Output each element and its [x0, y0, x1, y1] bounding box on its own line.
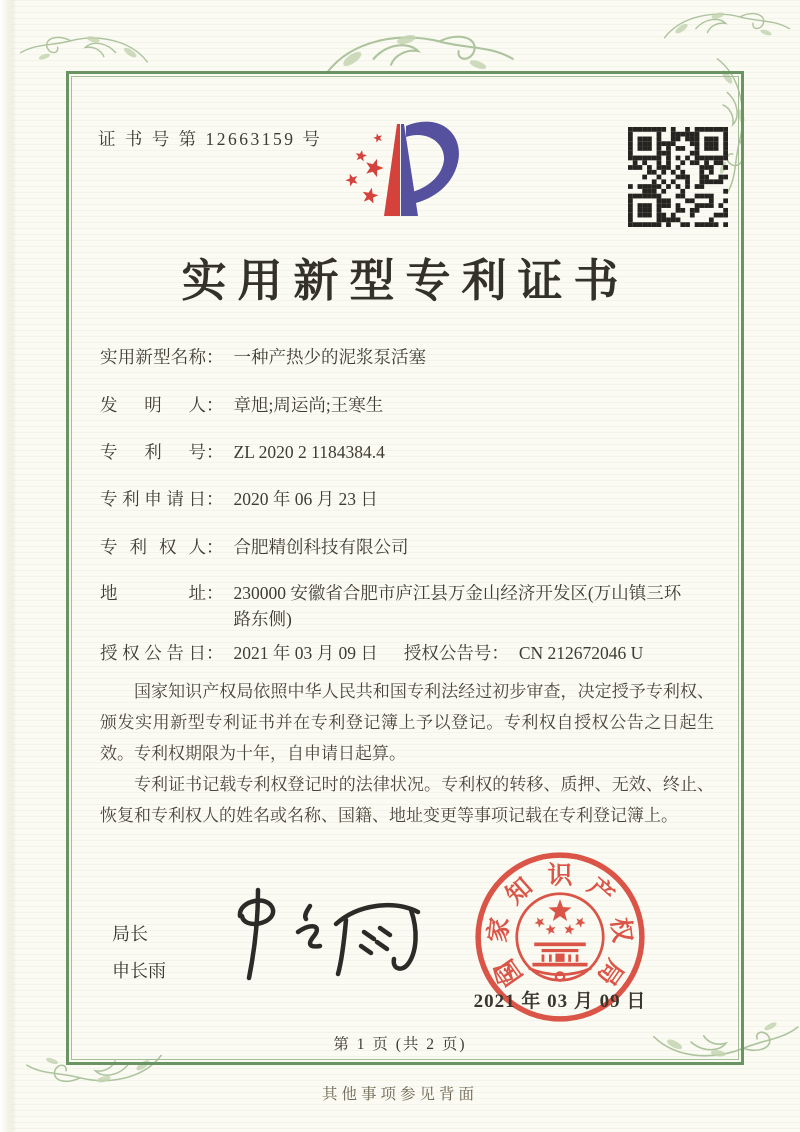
- svg-text:局: 局: [591, 953, 629, 990]
- svg-text:产: 产: [582, 873, 619, 910]
- back-side-note: 其他事项参见背面: [321, 1086, 478, 1103]
- field-value: 章旭;周运尚;王寒生: [233, 395, 384, 415]
- foliage-ornament-icon: [662, 4, 792, 48]
- legal-paragraph: 国家知识产权局依照中华人民共和国专利法经过初步审查，决定授予专利权、颁发实用新型专利证书并在专利登记簿上予以登记。专利权自授权公告之日起生效。专利权期限为十年，自申请日起算。: [100, 682, 714, 763]
- signer-block: [112, 916, 166, 990]
- field-label: 专利号: [100, 442, 206, 462]
- field-row-inventors: [100, 392, 383, 418]
- page-number: 第 1 页 (共 2 页): [333, 1036, 467, 1053]
- scan-paper-edge: [0, 0, 16, 1132]
- field-label: 发明人: [100, 395, 206, 415]
- svg-text:家: 家: [484, 916, 515, 944]
- signer-name: 申长雨: [112, 961, 166, 981]
- field-label: 实用新型名称: [100, 347, 206, 367]
- field-row-grant: [100, 640, 643, 666]
- colon: ：: [206, 442, 224, 462]
- field-value: ZL 2020 2 1184384.4: [233, 442, 385, 462]
- colon: ：: [206, 583, 224, 603]
- field-label: 专利申请日: [100, 489, 206, 509]
- svg-text:识: 识: [547, 862, 573, 890]
- field-row-patentee: [100, 534, 409, 560]
- foliage-ornament-icon: [18, 28, 150, 72]
- field-row-filing-date: [100, 486, 378, 512]
- qr-code: [628, 127, 728, 227]
- legal-text-block: [100, 676, 714, 831]
- field-row-patent-number: [100, 439, 385, 465]
- field-label: 授权公告号: [403, 643, 492, 663]
- director-signature-icon: [218, 886, 433, 981]
- field-value: 2021 年 03 月 09 日: [233, 643, 378, 663]
- colon: ：: [206, 643, 224, 663]
- field-value: CN 212672046 U: [518, 643, 644, 663]
- signer-title: 局长: [112, 924, 148, 944]
- field-value: 合肥精创科技有限公司: [233, 537, 409, 557]
- colon: ：: [206, 489, 224, 509]
- field-label: 授权公告日: [100, 643, 206, 663]
- certificate-number: 证 书 号 第 12663159 号: [98, 129, 323, 149]
- svg-text:国: 国: [491, 953, 529, 990]
- legal-paragraph: 专利证书记载专利权登记时的法律状况。专利权的转移、质押、无效、终止、恢复和专利权人的姓名或名称、国籍、地址变更等事项记载在专利登记簿上。: [100, 775, 714, 825]
- seal-arc-text: [484, 862, 637, 991]
- colon: ：: [206, 537, 224, 557]
- svg-text:知: 知: [501, 873, 538, 910]
- svg-text:权: 权: [605, 916, 636, 944]
- field-value: 2020 年 06 月 23 日: [233, 489, 378, 509]
- field-label: 地址: [100, 583, 206, 603]
- grant-number-pair: [404, 640, 643, 666]
- colon: ：: [206, 395, 224, 415]
- colon: ：: [206, 347, 224, 367]
- colon: ：: [491, 643, 509, 663]
- certificate-title: 实用新型专利证书: [181, 256, 630, 306]
- field-row-address: [100, 580, 686, 632]
- field-value: 230000 安徽省合肥市庐江县万金山经济开发区(万山镇三环路东侧): [233, 583, 682, 629]
- seal-date: 2021 年 03 月 09 日: [473, 991, 647, 1012]
- cnipa-logo-icon: [328, 108, 492, 240]
- field-value: 一种产热少的泥浆泵活塞: [233, 347, 426, 367]
- field-label: 专利权人: [100, 537, 206, 557]
- field-row-utility-model-name: [100, 344, 426, 370]
